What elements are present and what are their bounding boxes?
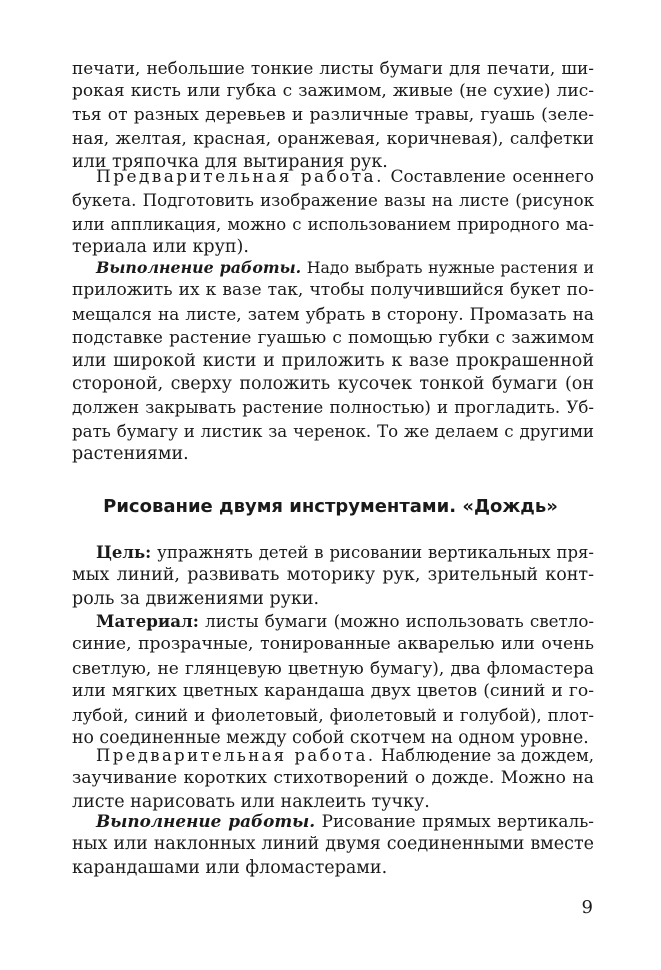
paragraph-material [72,610,594,750]
text-line: рать бумагу и листик за черенок. То же делаем с другими [72,421,594,441]
text-line: или мягких цветных карандаша двух цветов (синий и го- [72,681,594,702]
text-line: роль за движениями руки. [72,588,320,609]
text-line: стороной, сверху положить кусочек тонкой бумаги (он [72,374,594,395]
text-line: светлую, не глянцевую цветную бумагу), два фломастера [72,657,594,678]
text-line: но соединенные между собой скотчем на одном уровне. [72,728,589,749]
text-line: заучивание коротких стихотворений о дожде. Можно на [72,768,594,789]
text-line: листе нарисовать или наклеить тучку. [72,791,430,812]
paragraph-preliminary-work [72,166,594,260]
text-run: Надо выбрать нужные растения и [301,258,594,277]
text-line [72,166,594,189]
paragraph-preliminary-work-2 [72,744,594,814]
text-line: карандашами или фломастерами. [72,857,388,878]
text-line: лубой, синий и фиолетовый, фиолетовый и голубой), плот- [72,705,594,725]
text-line: рокая кисть или губка с зажимом, живые (не сухие) лис- [72,81,594,102]
text-line: приложить их к вазе так, чтобы получившийся букет по- [72,280,594,301]
text-line: териала или круп). [72,237,249,258]
text-line: мещался на листе, затем убрать в сторону. Промазать на [72,303,594,324]
page-number: 9 [581,897,593,918]
text-run: Наблюдение за дождем, [375,746,594,765]
text-line: или широкой кисти и приложить к вазе прокрашенной [72,350,594,371]
text-run: Рисование прямых вертикаль- [315,811,594,831]
paragraph-materials-continued [72,57,594,174]
text-line: печати, небольшие тонкие листы бумаги для печати, ши- [72,58,594,78]
section-heading: Рисование двумя инструментами. «Дождь» [103,496,558,517]
spaced-lead: Предварительная работа. [96,167,384,187]
spaced-lead: Предварительная работа. [96,746,376,765]
text-line: растениями. [72,444,189,465]
text-line: мых линий, развивать моторику рук, зрительный конт- [72,565,594,586]
text-run: Составление осеннего [383,167,594,187]
paragraph-goal [72,541,594,611]
text-line: ная, желтая, красная, оранжевая, коричневая), салфетки [72,128,594,149]
bold-italic-lead: Выполнение работы. [96,258,302,277]
text-line [72,744,594,767]
text-line [72,610,594,633]
text-line [72,256,594,279]
bold-lead: Материал: [96,611,199,631]
text-line: или аппликация, можно с использованием природного ма- [72,214,594,234]
bold-lead: Цель: [96,543,152,562]
text-run: упражнять детей в рисовании вертикальных пря- [151,543,594,562]
paragraph-execution [72,256,594,467]
text-run: листы бумаги (можно использовать светло- [198,612,594,631]
text-line [72,810,594,833]
text-line [72,541,594,564]
text-line: или тряпочка для вытирания рук. [72,151,388,172]
text-line: букета. Подготовить изображение вазы на листе (рисунок [72,191,594,211]
text-line: тья от разных деревьев и различные травы, гуашь (зеле- [72,104,594,125]
paragraph-execution-2 [72,810,594,880]
text-line: ных или наклонных линий двумя соединенными вместе [72,834,594,855]
text-line: подставке растение гуашью с помощью губки с зажимом [72,327,594,348]
bold-italic-lead: Выполнение работы. [96,811,316,831]
text-line: должен закрывать растение полностью) и прогладить. Уб- [72,398,594,418]
text-line: синие, прозрачные, тонированные акварелью или очень [72,634,594,655]
